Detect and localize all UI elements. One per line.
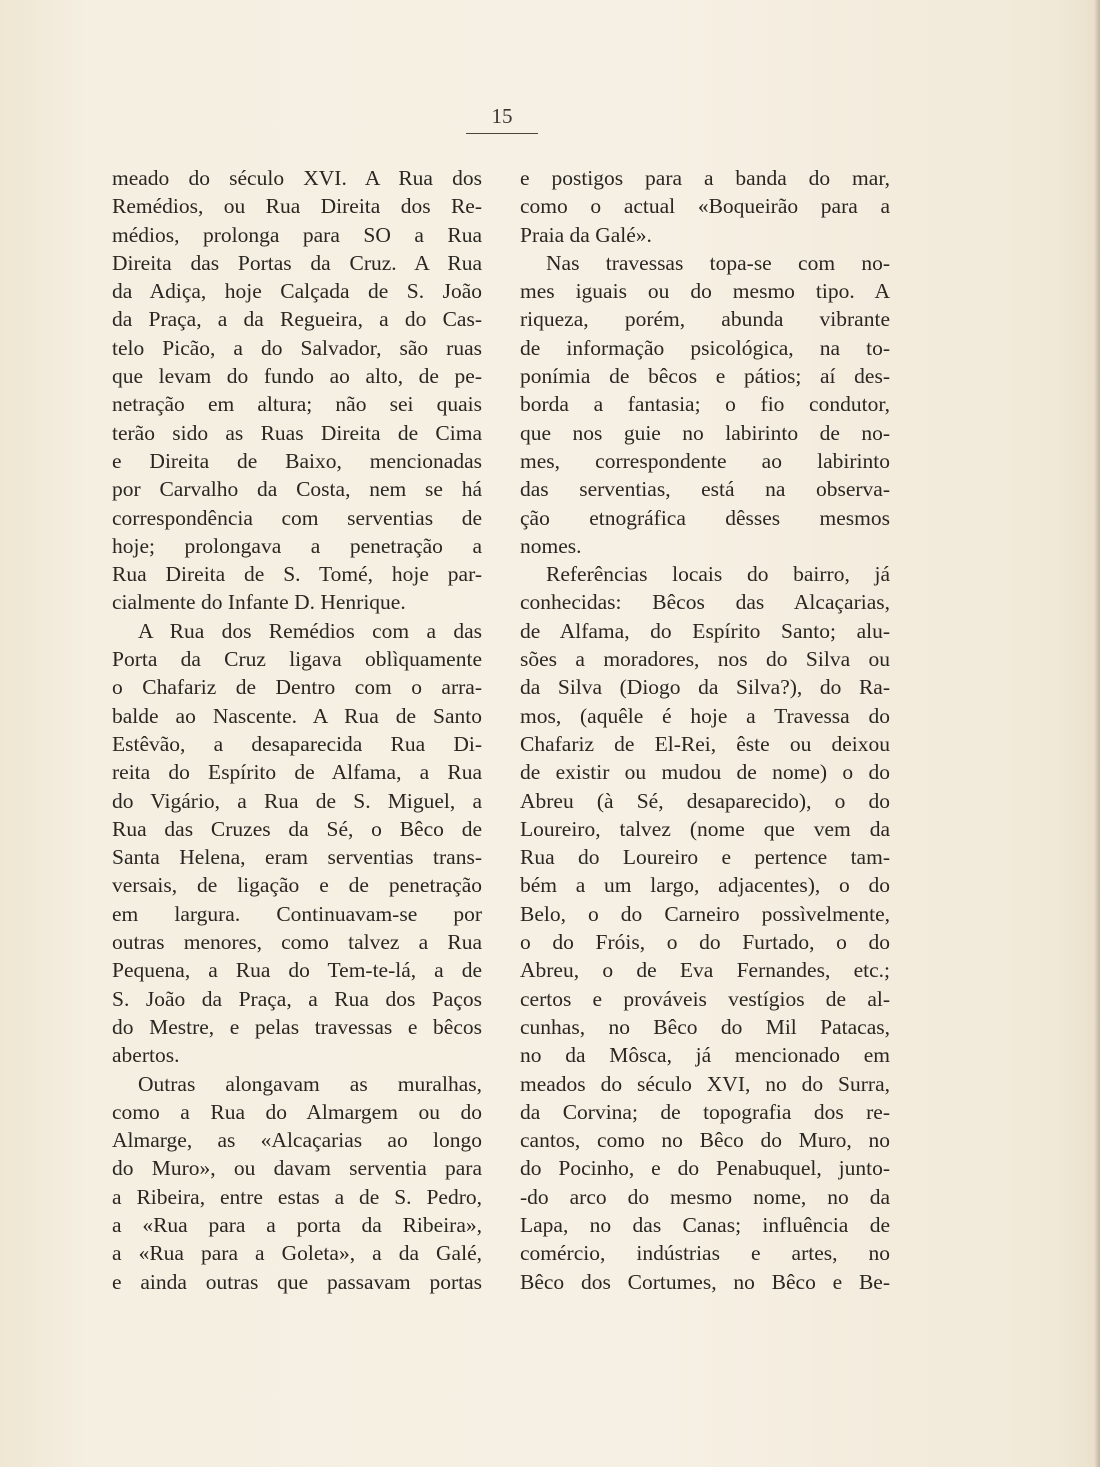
text-line: Santa Helena, eram serventias trans- <box>112 845 482 870</box>
text-line: Estêvão, a desaparecida Rua Di- <box>112 731 482 756</box>
text-line: bém a um largo, adjacentes), o do <box>520 873 890 898</box>
text-line: das serventias, está na observa- <box>520 477 890 502</box>
text-line: ção etnográfica dêsses mesmos <box>520 505 890 530</box>
text-line: A Rua dos Remédios com a das <box>138 618 482 643</box>
text-line: da Praça, a da Regueira, a do Cas- <box>112 307 482 332</box>
text-line: S. João da Praça, a Rua dos Paços <box>112 986 482 1011</box>
text-line: da Silva (Diogo da Silva?), do Ra- <box>520 675 890 700</box>
left-text-column <box>112 164 482 1296</box>
text-line: reita do Espírito de Alfama, a Rua <box>112 760 482 785</box>
text-line: abertos. <box>112 1043 180 1068</box>
text-line: mes iguais ou do mesmo tipo. A <box>520 279 890 304</box>
text-line: Rua Direita de S. Tomé, hoje par- <box>112 562 482 587</box>
text-line: borda a fantasia; o fio condutor, <box>520 392 890 417</box>
text-line: Loureiro, talvez (nome que vem da <box>520 816 890 841</box>
text-line: de Alfama, do Espírito Santo; alu- <box>520 618 890 643</box>
text-line: cialmente do Infante D. Henrique. <box>112 590 406 615</box>
text-line: de existir ou mudou de nome) o do <box>520 760 890 785</box>
text-line: cunhas, no Bêco do Mil Patacas, <box>520 1014 890 1039</box>
text-line: Outras alongavam as muralhas, <box>138 1071 482 1096</box>
text-line: por Carvalho da Costa, nem se há <box>112 477 482 502</box>
text-line: Nas travessas topa-se com no- <box>546 250 890 275</box>
text-line: o Chafariz de Dentro com o arra- <box>112 675 482 700</box>
text-line: Praia da Galé». <box>520 222 652 247</box>
text-line: balde ao Nascente. A Rua de Santo <box>112 703 482 728</box>
text-line: ponímia de bêcos e pátios; aí des- <box>520 364 890 389</box>
text-line: da Adiça, hoje Calçada de S. João <box>112 279 482 304</box>
text-line: outras menores, como talvez a Rua <box>112 930 482 955</box>
text-line: terão sido as Ruas Direita de Cima <box>112 420 482 445</box>
text-line: meado do século XVI. A Rua dos <box>112 166 482 190</box>
text-line: a «Rua para a porta da Ribeira», <box>112 1212 482 1237</box>
text-line: a Ribeira, entre estas a de S. Pedro, <box>112 1184 482 1209</box>
text-line: do Vigário, a Rua de S. Miguel, a <box>112 788 482 813</box>
text-line: mos, (aquêle é hoje a Travessa do <box>520 703 890 728</box>
text-line: no da Môsca, já mencionado em <box>520 1043 890 1068</box>
page-number: 15 <box>466 104 538 134</box>
text-line: de informação psicológica, na to- <box>520 335 890 360</box>
text-line: -do arco do mesmo nome, no da <box>520 1184 890 1209</box>
text-line: que levam do fundo ao alto, de pe- <box>112 364 482 389</box>
text-line: médios, prolonga para SO a Rua <box>112 222 482 247</box>
text-line: Abreu (à Sé, desaparecido), o do <box>520 788 890 813</box>
text-line: certos e prováveis vestígios de al- <box>520 986 890 1011</box>
text-line: sões a moradores, nos do Silva ou <box>520 647 890 672</box>
text-line: nomes. <box>520 533 582 558</box>
text-line: meados do século XVI, no do Surra, <box>520 1071 890 1096</box>
text-line: versais, de ligação e de penetração <box>112 873 482 898</box>
right-text-column <box>520 164 890 1296</box>
text-line: mes, correspondente ao labirinto <box>520 448 890 473</box>
text-line: do Mestre, e pelas travessas e bêcos <box>112 1014 482 1039</box>
text-line: o do Fróis, o do Furtado, o do <box>520 930 890 955</box>
text-line: cantos, como no Bêco do Muro, no <box>520 1128 890 1153</box>
page-edge-shadow <box>1094 0 1100 1467</box>
text-line: Remédios, ou Rua Direita dos Re- <box>112 194 482 219</box>
text-line: netração em altura; não sei quais <box>112 392 482 417</box>
text-line: Rua do Loureiro e pertence tam- <box>520 845 890 870</box>
text-line: riqueza, porém, abunda vibrante <box>520 307 890 332</box>
text-line: Chafariz de El-Rei, êste ou deixou <box>520 731 890 756</box>
text-line: e Direita de Baixo, mencionadas <box>112 448 482 473</box>
text-line: correspondência com serventias de <box>112 505 482 530</box>
text-line: e ainda outras que passavam portas <box>112 1269 482 1294</box>
text-line: a «Rua para a Goleta», a da Galé, <box>112 1241 482 1266</box>
text-line: como a Rua do Almargem ou do <box>112 1099 482 1124</box>
text-line: Lapa, no das Canas; influência de <box>520 1212 890 1237</box>
text-line: do Pocinho, e do Penabuquel, junto- <box>520 1156 890 1181</box>
text-line: do Muro», ou davam serventia para <box>112 1156 482 1181</box>
text-line: conhecidas: Bêcos das Alcaçarias, <box>520 590 890 615</box>
text-line: Porta da Cruz ligava oblìquamente <box>112 647 482 672</box>
text-line: hoje; prolongava a penetração a <box>112 533 482 558</box>
text-line: Direita das Portas da Cruz. A Rua <box>112 250 482 275</box>
text-line: Pequena, a Rua do Tem-te-lá, a de <box>112 958 482 983</box>
text-line: da Corvina; de topografia dos re- <box>520 1099 890 1124</box>
text-line: que nos guie no labirinto de no- <box>520 420 890 445</box>
text-line: e postigos para a banda do mar, <box>520 166 890 190</box>
text-line: telo Picão, a do Salvador, são ruas <box>112 335 482 360</box>
text-line: Referências locais do bairro, já <box>546 562 890 587</box>
text-line: Belo, o do Carneiro possìvelmente, <box>520 901 890 926</box>
text-line: comércio, indústrias e artes, no <box>520 1241 890 1266</box>
text-line: Almarge, as «Alcaçarias ao longo <box>112 1128 482 1153</box>
text-line: como o actual «Boqueirão para a <box>520 194 890 219</box>
text-line: Rua das Cruzes da Sé, o Bêco de <box>112 816 482 841</box>
text-line: em largura. Continuavam-se por <box>112 901 482 926</box>
text-line: Abreu, o de Eva Fernandes, etc.; <box>520 958 890 983</box>
text-line: Bêco dos Cortumes, no Bêco e Be- <box>520 1269 890 1294</box>
